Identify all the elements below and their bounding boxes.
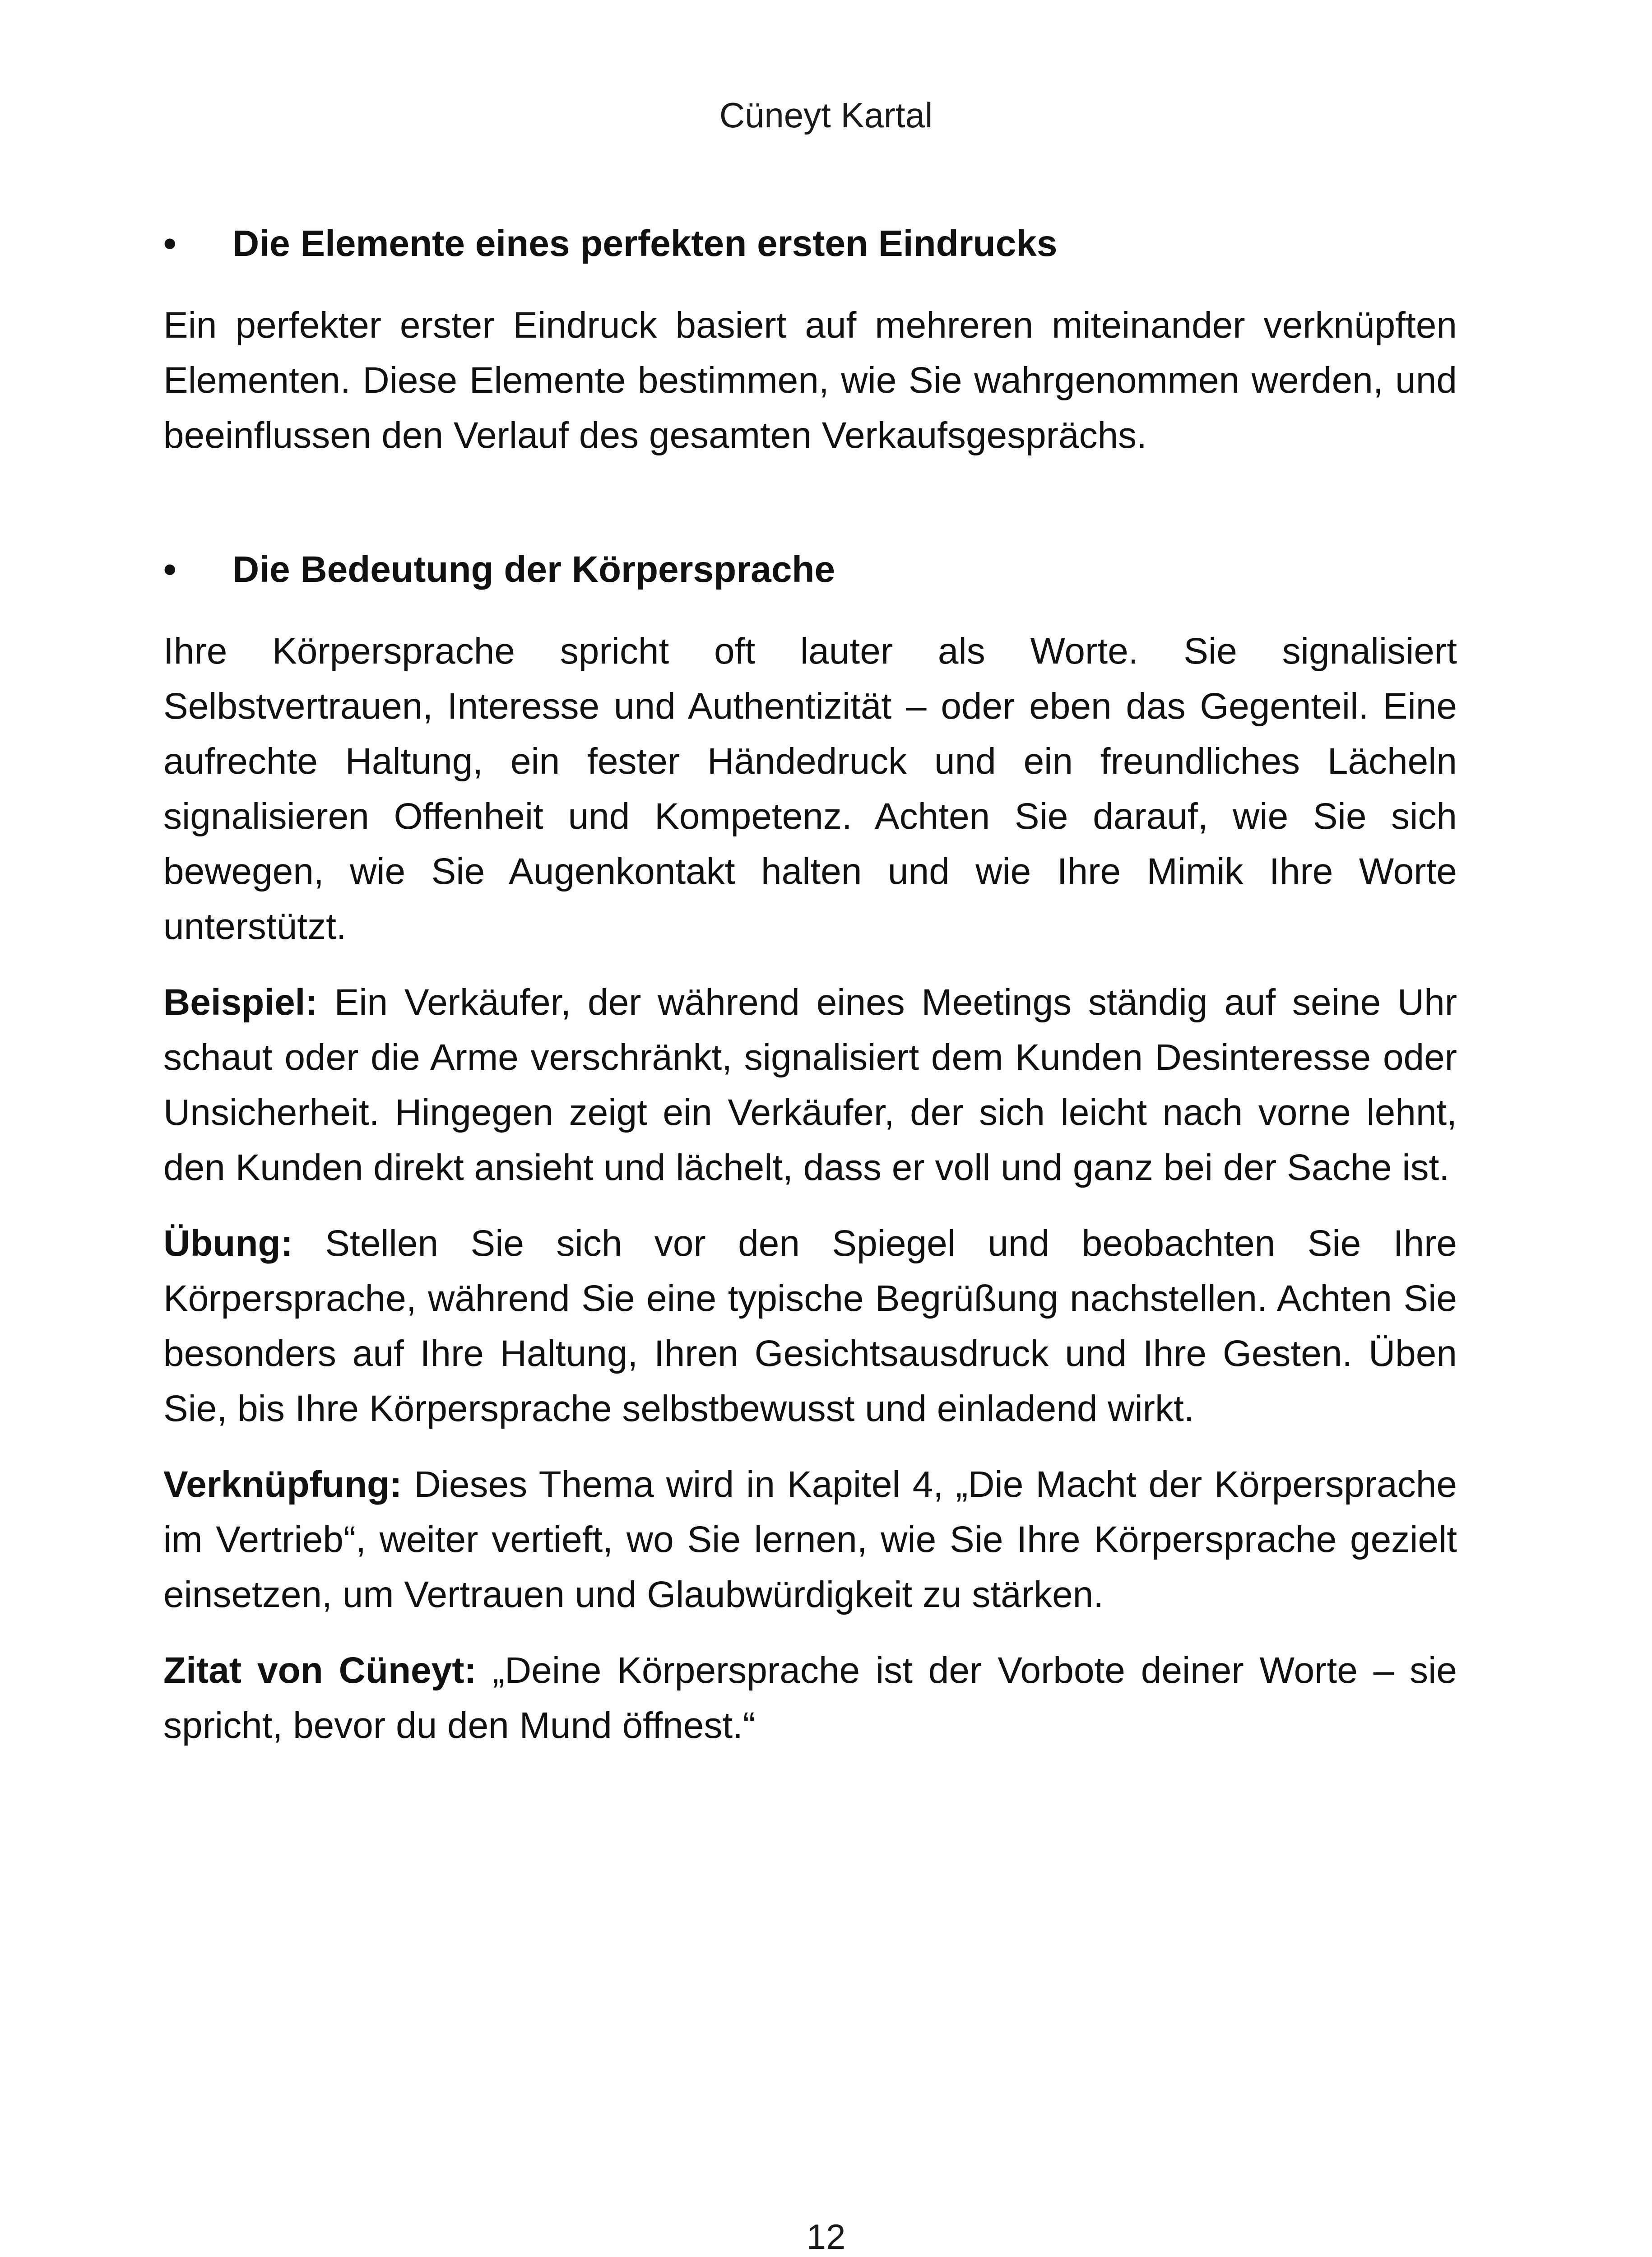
bullet-icon: •	[163, 223, 176, 264]
page-content	[163, 217, 1457, 1774]
paragraph-quote	[163, 1643, 1457, 1753]
paragraph-example	[163, 975, 1457, 1195]
section-heading-text: Die Bedeutung der Körpersprache	[232, 549, 835, 590]
section-spacer	[163, 484, 1457, 543]
link-text: Dieses Thema wird in Kapitel 4, „Die Macht der Körpersprache im Vertrieb“, weiter vertieft, wo Sie lernen, wie Sie Ihre Körpersprache gezielt einsetzen, um Vertrauen und Glaubwürdigkeit zu stärken.	[163, 1464, 1457, 1615]
paragraph-body-language: Ihre Körpersprache spricht oft lauter als Worte. Sie signalisiert Selbstvertrauen, Interesse und Authentizität – oder eben das Gegenteil. Eine aufrechte Haltung, ein fester Händedruck und ein freundliches Lächeln signalisieren Offenheit und Kompetenz. Achten Sie darauf, wie Sie sich bewegen, wie Sie Augenkontakt halten und wie Ihre Mimik Ihre Worte unterstützt.	[163, 631, 1457, 947]
running-header-author: Cüneyt Kartal	[719, 95, 933, 135]
section-heading-body-language	[163, 543, 1457, 597]
section-heading-elements	[163, 217, 1457, 271]
exercise-text: Stellen Sie sich vor den Spiegel und beobachten Sie Ihre Körpersprache, während Sie eine typische Begrüßung nachstellen. Achten Sie besonders auf Ihre Haltung, Ihren Gesichtsausdruck und Ihre Gesten. Üben Sie, bis Ihre Körpersprache selbstbewusst und einladend wirkt.	[163, 1223, 1457, 1429]
bullet-icon: •	[163, 549, 176, 590]
page-number: 12	[806, 2217, 846, 2257]
paragraph-elements: Ein perfekter erster Eindruck basiert auf mehreren miteinander verknüpften Elementen. Diese Elemente bestimmen, wie Sie wahrgenommen werden, und beeinflussen den Verlauf des gesamten Verkaufsgesprächs.	[163, 305, 1457, 456]
section-heading-text: Die Elemente eines perfekten ersten Eindrucks	[232, 223, 1058, 264]
quote-text: „Deine Körpersprache ist der Vorbote deiner Worte – sie spricht, bevor du den Mund öffnest.“	[163, 1650, 1457, 1746]
paragraph-link	[163, 1457, 1457, 1622]
link-label: Verknüpfung:	[163, 1464, 402, 1505]
example-text: Ein Verkäufer, der während eines Meetings ständig auf seine Uhr schaut oder die Arme verschränkt, signalisiert dem Kunden Desinteresse oder Unsicherheit. Hingegen zeigt ein Verkäufer, der sich leicht nach vorne lehnt, den Kunden direkt ansieht und lächelt, dass er voll und ganz bei der Sache ist.	[163, 982, 1457, 1188]
example-label: Beispiel:	[163, 982, 318, 1023]
paragraph-exercise	[163, 1216, 1457, 1436]
exercise-label: Übung:	[163, 1223, 293, 1264]
quote-label: Zitat von Cüneyt:	[163, 1650, 477, 1691]
